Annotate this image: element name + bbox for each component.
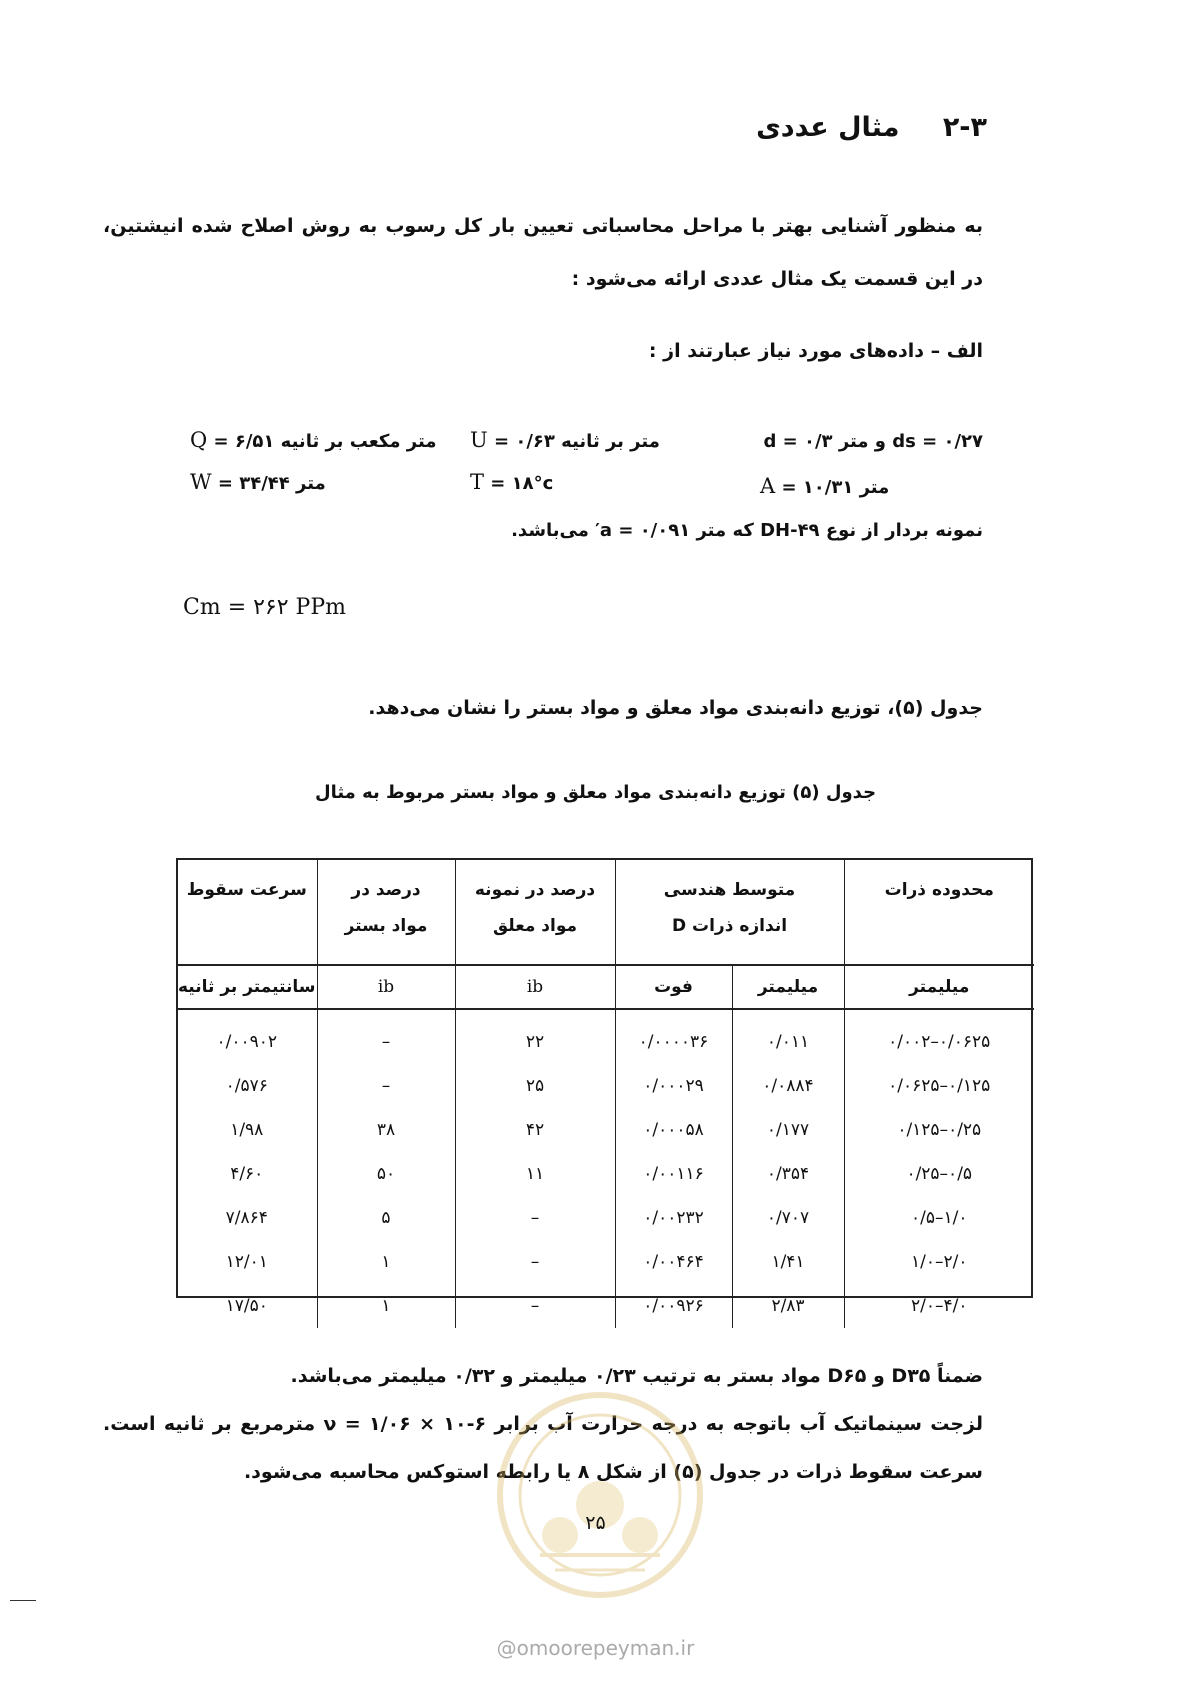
unit-feet: فوت [615,965,732,1009]
var-d: d = ۰/۳ و متر ds = ۰/۲۷ [763,431,983,452]
var-a: A = ۱۰/۳۱ متر [760,474,890,498]
header-fall-velocity: سرعت سقوط [177,860,317,965]
table-row: ۴/۶۰ ۵۰ ۱۱ ۰/۰۰۱۱۶ ۰/۳۵۴ ۰/۲۵–۰/۵ [177,1152,1034,1196]
header-geometric-mean: متوسط هندسی اندازه ذرات D [615,860,844,965]
margin-mark [10,1600,36,1601]
section-heading [756,112,987,143]
table-reference: جدول (۵)، توزیع دانه‌بندی مواد معلق و مواد بستر را نشان می‌دهد. [368,697,983,719]
closing-line-2: لزجت سینماتیک آب باتوجه به درجه حرارت آب برابر ۶-۱۰ × ۱/۰۶ = ν مترمربع بر ثانیه است. سرعت سقوط ذرات در جدول (۵) از شکل ۸ یا رابطه استوکس محاسبه می‌شود. [103,1413,983,1483]
unit-mm: میلیمتر [732,965,844,1009]
table-row: ۱۲/۰۱ ۱ – ۰/۰۰۴۶۴ ۱/۴۱ ۱/۰–۲/۰ [177,1240,1034,1284]
table-units-row [177,965,1034,1009]
header-range: محدوده ذرات [844,860,1034,965]
var-w: W = ۳۴/۴۴ متر [190,470,326,494]
page-number: ۲۵ [585,1512,606,1534]
section-title: مثال عددی [756,112,900,143]
table-row: ۰/۰۰۹۰۲ – ۲۲ ۰/۰۰۰۰۳۶ ۰/۰۱۱ ۰/۰۰۲–۰/۰۶۲۵ [177,1009,1034,1064]
cm-line: Cm = ۲۶۲ PPm [183,595,347,620]
watermark-logo-icon [480,1385,720,1605]
unit-fall-velocity: سانتیمتر بر ثانیه [177,965,317,1009]
unit-susp: ib [455,965,615,1009]
table-row: ۰/۵۷۶ – ۲۵ ۰/۰۰۰۲۹ ۰/۰۸۸۴ ۰/۰۶۲۵–۰/۱۲۵ [177,1064,1034,1108]
header-bed-percent: درصد در مواد بستر [317,860,455,965]
data-subheading: الف – داده‌های مورد نیاز عبارتند از : [648,340,983,362]
table-row: ۱۷/۵۰ ۱ – ۰/۰۰۹۲۶ ۲/۸۳ ۲/۰–۴/۰ [177,1284,1034,1328]
var-q: Q = ۶/۵۱ متر مکعب بر ثانیه [190,428,437,452]
watermark-text: @omoorepeyman.ir [496,1636,695,1660]
var-u: U = ۰/۶۳ متر بر ثانیه [470,428,660,452]
closing-line-1: ضمناً D۳۵ و D۶۵ مواد بستر به ترتیب ۰/۲۳ میلیمتر و ۰/۳۲ میلیمتر می‌باشد. [290,1365,983,1387]
sampler-line: نمونه بردار از نوع DH-۴۹ که متر ۰/۰۹۱ = a′ می‌باشد. [511,520,983,541]
intro-paragraph: به منظور آشنایی بهتر با مراحل محاسباتی تعیین بار کل رسوب به روش اصلاح شده انیشتین، در این قسمت یک مثال عددی ارائه می‌شود : [103,215,983,290]
var-t: T = ۱۸°c [470,470,554,494]
section-number: ۲-۳ [942,112,987,143]
table-row: ۷/۸۶۴ ۵ – ۰/۰۰۲۳۲ ۰/۷۰۷ ۰/۵–۱/۰ [177,1196,1034,1240]
unit-range: میلیمتر [844,965,1034,1009]
table-caption: جدول (۵) توزیع دانه‌بندی مواد معلق و مواد بستر مربوط به مثال [314,782,877,803]
unit-bed: ib [317,965,455,1009]
table-row: ۱/۹۸ ۳۸ ۴۲ ۰/۰۰۰۵۸ ۰/۱۷۷ ۰/۱۲۵–۰/۲۵ [177,1108,1034,1152]
table-header-row [177,860,1034,965]
header-suspended-percent: درصد در نمونه مواد معلق [455,860,615,965]
grain-size-table [177,860,1034,1328]
